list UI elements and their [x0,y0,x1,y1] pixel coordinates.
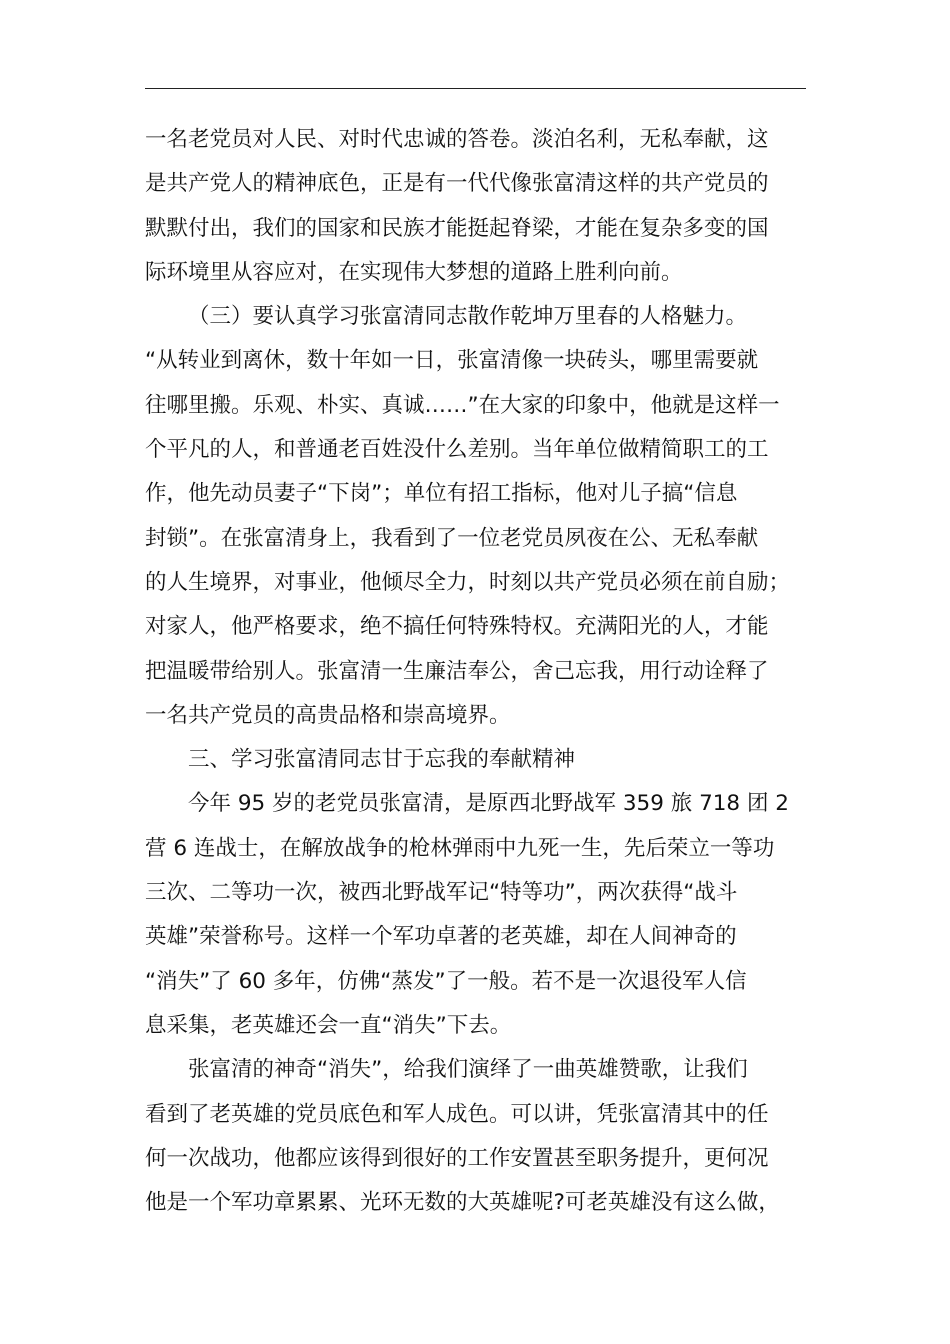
header-rule [145,88,806,89]
text-line: 作，他先动员妻子“下岗”；单位有招工指标，他对儿子搞“信息 [145,481,738,507]
text-line: 个平凡的人，和普通老百姓没什么差别。当年单位做精简职工的工 [145,437,769,463]
text-line: 何一次战功，他都应该得到很好的工作安置甚至职务提升，更何况 [145,1145,769,1171]
text-line: 一名老党员对人民、对时代忠诚的答卷。淡泊名利，无私奉献，这 [145,127,769,152]
text-line: 一名共产党员的高贵品格和崇高境界。 [145,702,511,728]
text-line: 今年 95 岁的老党员张富清，是原西北野战军 359 旅 718 团 2 [188,791,789,817]
text-line: 默默付出，我们的国家和民族才能挺起脊梁，才能在复杂多变的国 [145,215,769,241]
text-line: 息采集，老英雄还会一直“消失”下去。 [145,1012,512,1038]
text-line: 把温暖带给别人。张富清一生廉洁奉公，舍己忘我，用行动诠释了 [145,658,769,684]
text-line: 三次、二等功一次，被西北野战军记“特等功”，两次获得“战斗 [145,880,738,906]
text-line: 看到了老英雄的党员底色和军人成色。可以讲，凭张富清其中的任 [145,1101,769,1127]
text-line: 际环境里从容应对，在实现伟大梦想的道路上胜利向前。 [145,259,683,285]
text-line: “从转业到离休，数十年如一日，张富清像一块砖头，哪里需要就 [145,348,759,374]
text-line: “消失”了 60 多年，仿佛“蒸发”了一般。若不是一次退役军人信 [145,968,747,994]
text-line: 封锁”。在张富清身上，我看到了一位老党员夙夜在公、无私奉献 [145,525,759,551]
document-body [145,118,808,1225]
text-line: 是共产党人的精神底色，正是有一代代像张富清这样的共产党员的 [145,171,769,197]
text-line: （三）要认真学习张富清同志散作乾坤万里春的人格魅力。 [188,304,748,330]
text-line: 的人生境界，对事业，他倾尽全力，时刻以共产党员必须在前自励； [145,569,791,595]
text-line: 三、学习张富清同志甘于忘我的奉献精神 [188,747,576,773]
text-line: 往哪里搬。乐观、朴实、真诚……”在大家的印象中，他就是这样一 [145,392,780,418]
text-line: 英雄”荣誉称号。这样一个军功卓著的老英雄，却在人间神奇的 [145,924,737,950]
text-line: 张富清的神奇“消失”，给我们演绎了一曲英雄赞歌，让我们 [188,1057,748,1083]
text-line: 他是一个军功章累累、光环无数的大英雄呢?可老英雄没有这么做， [145,1190,780,1216]
text-line: 对家人，他严格要求，绝不搞任何特殊特权。充满阳光的人，才能 [145,614,769,640]
text-line: 营 6 连战士，在解放战争的枪林弹雨中九死一生，先后荣立一等功 [145,835,775,861]
